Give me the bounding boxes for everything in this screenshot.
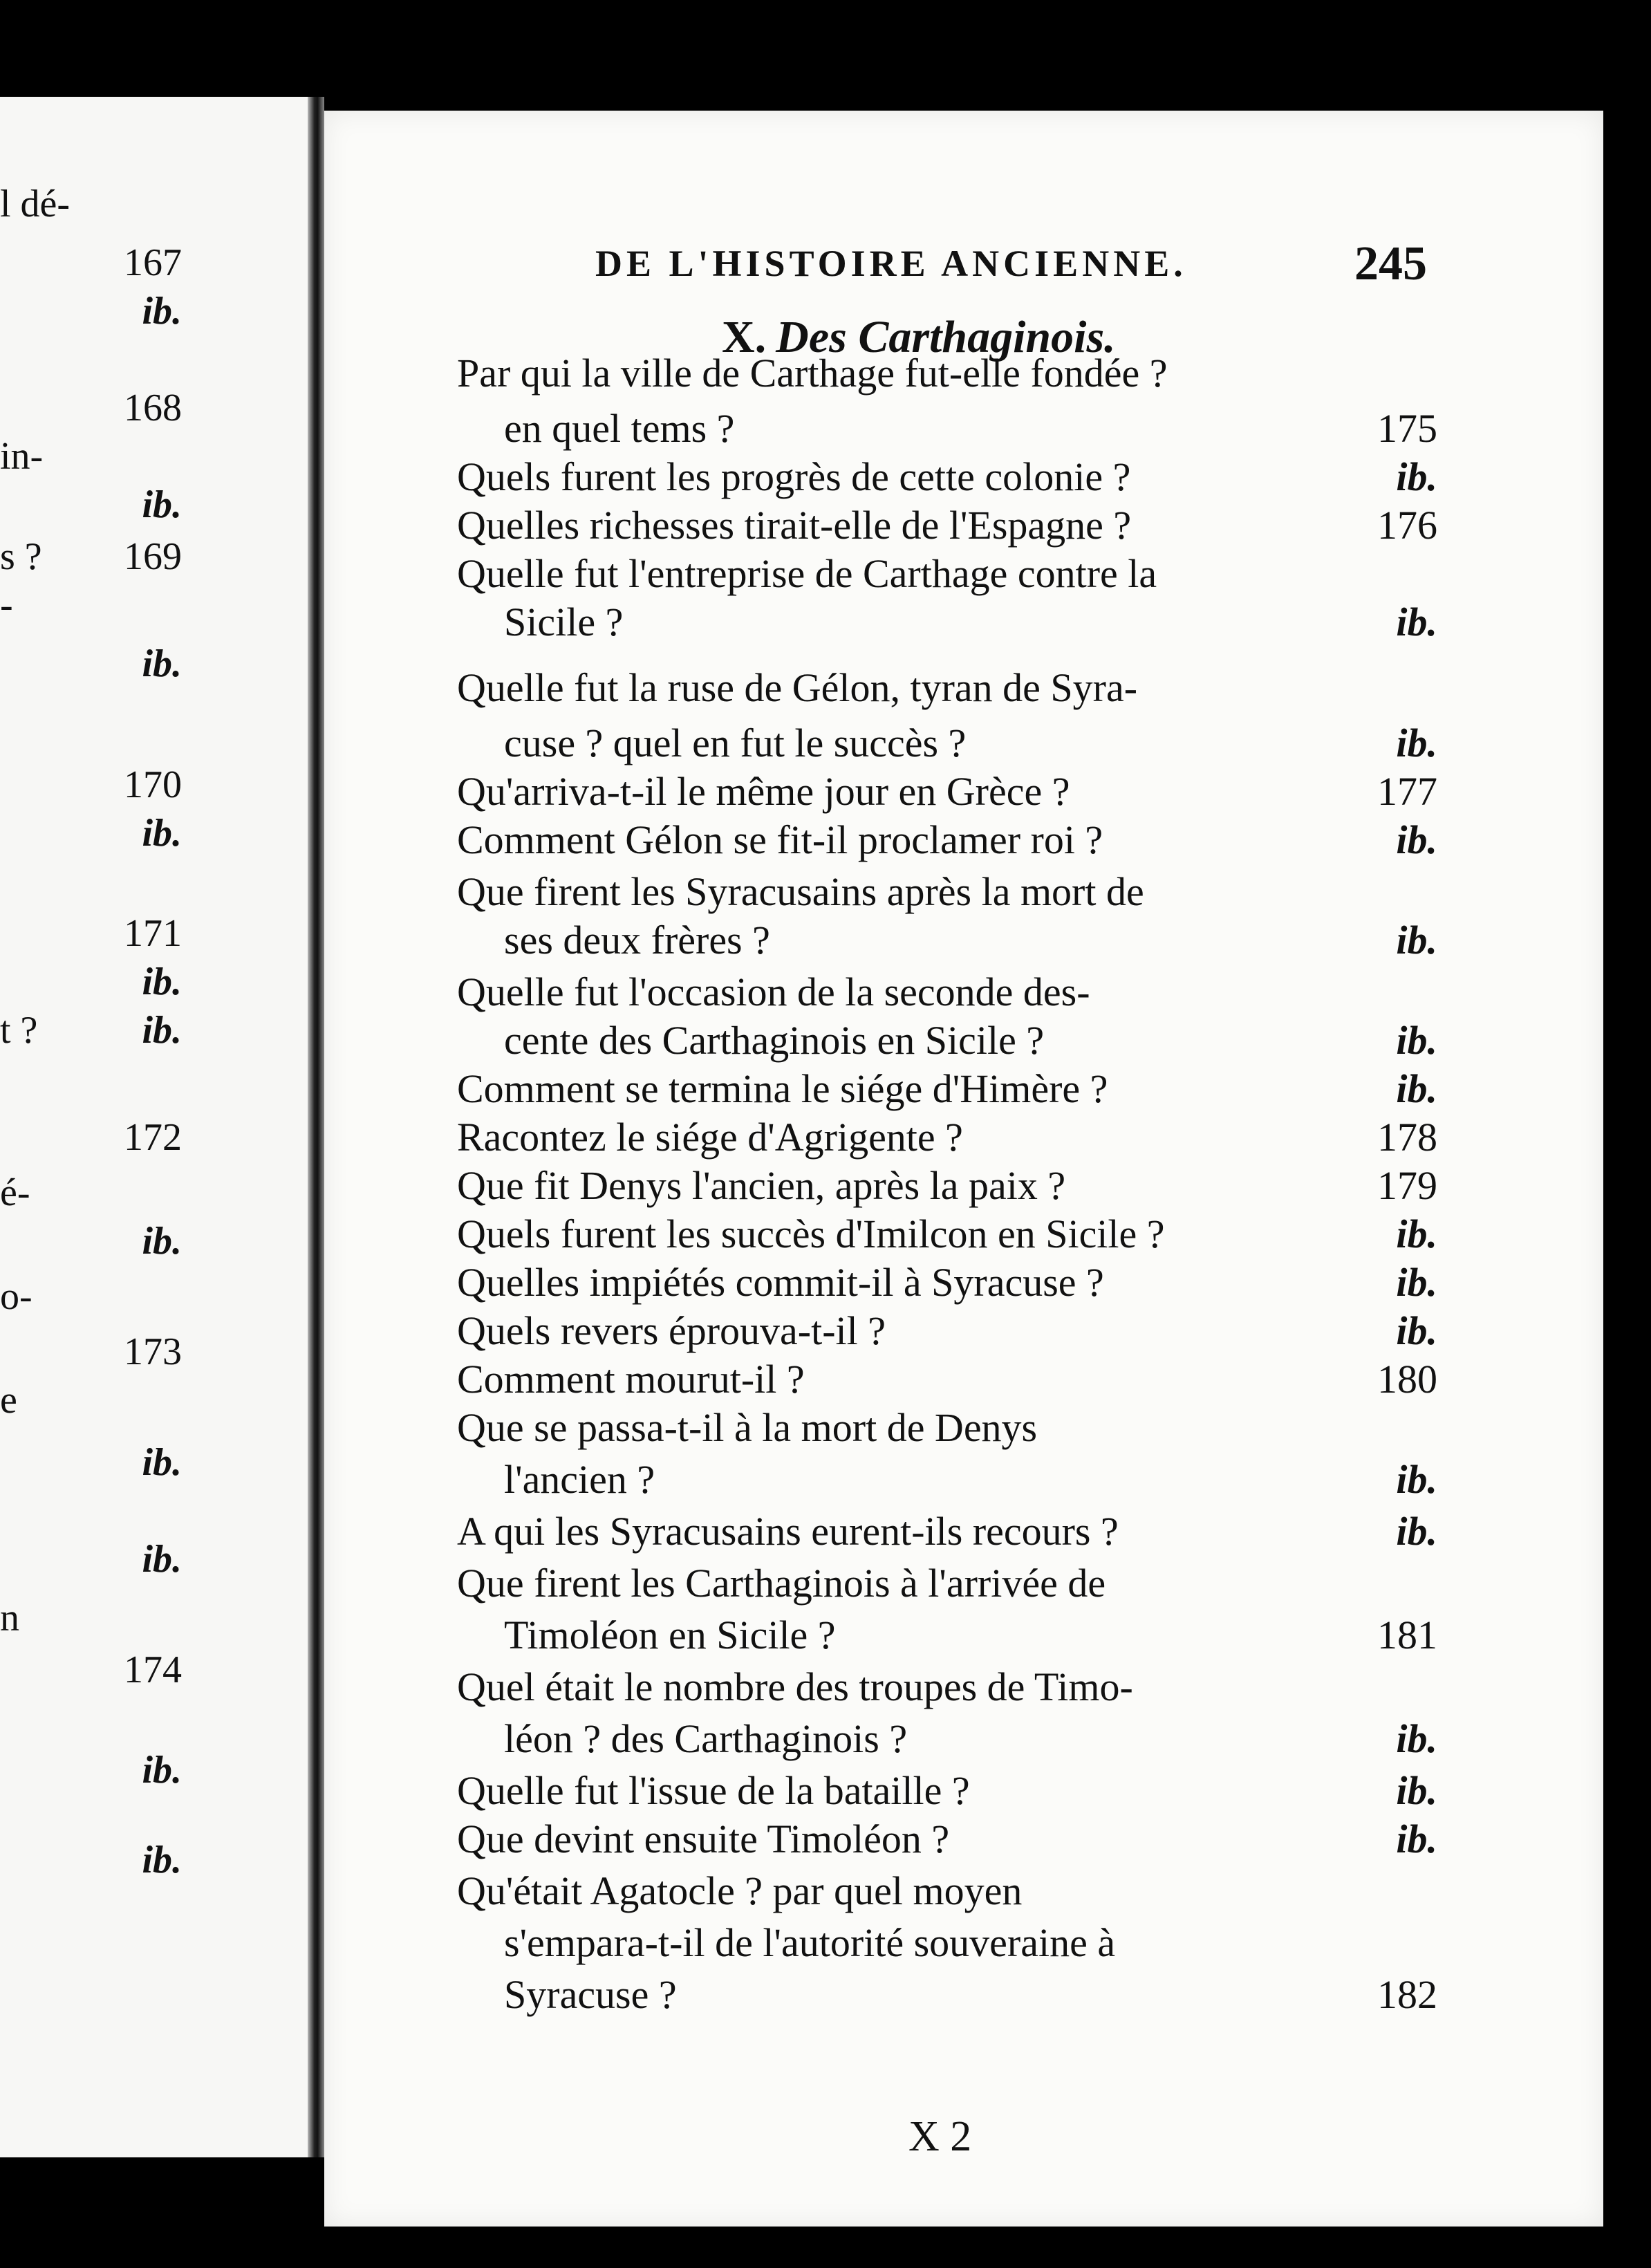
question-entry	[324, 1767, 1603, 1815]
left-page-fragment: e	[0, 1379, 17, 1422]
page-reference: ib.	[1396, 454, 1437, 499]
question-text: Quelle fut l'occasion de la seconde des-	[457, 969, 1090, 1014]
left-page-number: 169	[124, 535, 182, 578]
question-entry	[324, 1258, 1603, 1307]
left-page-number: ib.	[142, 812, 182, 855]
question-entry	[324, 405, 1603, 453]
left-page-number: ib.	[142, 642, 182, 685]
page-reference: ib.	[1396, 918, 1437, 963]
left-page-number: ib.	[142, 1441, 182, 1484]
page-reference: ib.	[1396, 1018, 1437, 1063]
question-text: Timoléon en Sicile ?	[504, 1612, 836, 1657]
left-page-fragment: t ?	[0, 1009, 38, 1052]
question-text: A qui les Syracusains eurent-ils recours ?	[457, 1509, 1119, 1554]
left-page-row	[0, 1597, 308, 1639]
question-text: Que se passa-t-il à la mort de Denys	[457, 1405, 1038, 1450]
running-title: DE L'HISTOIRE ANCIENNE.	[595, 243, 1187, 284]
left-page-number: 173	[124, 1330, 182, 1373]
question-text: Quelle fut la ruse de Gélon, tyran de Syra-	[457, 665, 1138, 710]
left-page-row	[0, 290, 308, 332]
page-reference: ib.	[1396, 1260, 1437, 1305]
left-page-fragment: é-	[0, 1171, 30, 1214]
left-page-row	[0, 1442, 308, 1483]
question-entry	[324, 719, 1603, 768]
question-entry	[324, 1663, 1603, 1711]
question-text: Qu'arriva-t-il le même jour en Grèce ?	[457, 769, 1070, 814]
left-page-number: ib.	[142, 1009, 182, 1052]
left-page-row	[0, 1172, 308, 1214]
question-text: cente des Carthaginois en Sicile ?	[504, 1018, 1045, 1063]
left-page-number: 168	[124, 387, 182, 429]
page-reference: ib.	[1396, 1509, 1437, 1554]
question-text: Par qui la ville de Carthage fut-elle fondée ?	[457, 351, 1168, 396]
left-page-row	[0, 484, 308, 526]
question-text: Que devint ensuite Timoléon ?	[457, 1816, 950, 1861]
page-reference: 175	[1377, 406, 1437, 451]
left-page-row	[0, 961, 308, 1003]
left-page-row	[0, 387, 308, 429]
left-page-number: 167	[124, 241, 182, 284]
left-page-number: ib.	[142, 290, 182, 333]
question-entry	[324, 664, 1603, 712]
left-page-row	[0, 536, 308, 577]
left-page-row	[0, 1331, 308, 1373]
question-text: léon ? des Carthaginois ?	[504, 1716, 908, 1761]
question-text: en quel tems ?	[504, 406, 735, 451]
left-page-number: 171	[124, 912, 182, 955]
left-page-row	[0, 1539, 308, 1580]
left-page-number: ib.	[142, 1749, 182, 1792]
question-entry	[324, 1559, 1603, 1608]
left-page-fragment: -	[0, 584, 13, 626]
left-page-row	[0, 584, 308, 626]
question-entry	[324, 1210, 1603, 1258]
page-reference: ib.	[1396, 1211, 1437, 1256]
left-page-fragment: o-	[0, 1275, 32, 1318]
question-entry	[324, 1113, 1603, 1162]
question-text: Quelles richesses tirait-elle de l'Espagne ?	[457, 503, 1132, 548]
left-page-number: ib.	[142, 1839, 182, 1881]
page-reference: 180	[1377, 1357, 1437, 1402]
page-reference: 176	[1377, 503, 1437, 548]
question-entry	[324, 868, 1603, 916]
page-reference: ib.	[1396, 1768, 1437, 1813]
question-entry	[324, 598, 1603, 647]
left-page-fragment: l dé-	[0, 183, 71, 225]
signature-mark: X 2	[908, 2113, 972, 2160]
question-entry	[324, 1016, 1603, 1065]
left-page-row	[0, 764, 308, 806]
question-entry	[324, 1162, 1603, 1210]
question-text: Quels furent les succès d'Imilcon en Sicile ?	[457, 1211, 1165, 1256]
question-text: Qu'était Agatocle ? par quel moyen	[457, 1868, 1023, 1913]
right-page	[324, 111, 1603, 2227]
left-page-fragment: s ?	[0, 535, 42, 578]
left-page-row	[0, 1649, 308, 1691]
page-reference: ib.	[1396, 1716, 1437, 1761]
left-page-number: 170	[124, 763, 182, 806]
question-text: Que firent les Carthaginois à l'arrivée de	[457, 1561, 1106, 1606]
left-page-number: 172	[124, 1116, 182, 1159]
left-page-number: 174	[124, 1648, 182, 1691]
question-text: Quels revers éprouva-t-il ?	[457, 1308, 886, 1353]
question-entry	[324, 1815, 1603, 1863]
left-page-fragment: in-	[0, 435, 44, 478]
page-reference: ib.	[1396, 1066, 1437, 1111]
question-text: Que firent les Syracusains après la mort de	[457, 869, 1144, 914]
question-entry	[324, 1065, 1603, 1113]
left-page-number: ib.	[142, 483, 182, 526]
question-text: cuse ? quel en fut le succès ?	[504, 721, 967, 765]
question-entry	[324, 916, 1603, 965]
question-entry	[324, 550, 1603, 598]
question-text: l'ancien ?	[504, 1457, 655, 1502]
page-number: 245	[1354, 237, 1427, 290]
left-page-row	[0, 1379, 308, 1421]
left-page-row	[0, 1839, 308, 1881]
question-entry	[324, 453, 1603, 501]
left-page-row	[0, 242, 308, 284]
question-text: Comment se termina le siége d'Himère ?	[457, 1066, 1108, 1111]
page-reference: 182	[1377, 1972, 1437, 2017]
question-text: Comment Gélon se fit-il proclamer roi ?	[457, 817, 1103, 862]
left-page-row	[0, 436, 308, 477]
question-entry	[324, 1355, 1603, 1404]
question-entry	[324, 349, 1603, 398]
page-reference: ib.	[1396, 599, 1437, 644]
page-reference: ib.	[1396, 817, 1437, 862]
question-entry	[324, 1456, 1603, 1504]
question-text: Quelles impiétés commit-il à Syracuse ?	[457, 1260, 1104, 1305]
page-reference: 179	[1377, 1163, 1437, 1208]
left-page-fragment: n	[0, 1597, 19, 1639]
question-entry	[324, 768, 1603, 816]
left-page-row	[0, 1010, 308, 1051]
book-gutter	[308, 97, 324, 2157]
question-entry	[324, 1867, 1603, 1915]
left-page-number: ib.	[142, 1538, 182, 1581]
question-text: Syracuse ?	[504, 1972, 677, 2017]
question-text: Que fit Denys l'ancien, après la paix ?	[457, 1163, 1066, 1208]
question-entry	[324, 1715, 1603, 1763]
section-title: Des Carthaginois.	[776, 312, 1116, 362]
question-text: Quelle fut l'issue de la bataille ?	[457, 1768, 970, 1813]
question-text: s'empara-t-il de l'autorité souveraine à	[504, 1920, 1116, 1965]
page-reference: ib.	[1396, 1308, 1437, 1353]
left-page-row	[0, 643, 308, 685]
question-entry	[324, 1919, 1603, 1967]
left-page-row	[0, 1276, 308, 1317]
left-page-row	[0, 1220, 308, 1262]
question-entry	[324, 1611, 1603, 1660]
left-page-row	[0, 1749, 308, 1791]
question-text: ses deux frères ?	[504, 918, 770, 963]
left-page	[0, 97, 308, 2157]
question-entry	[324, 501, 1603, 550]
left-page-row	[0, 913, 308, 954]
left-page-row	[0, 812, 308, 854]
page-reference: 178	[1377, 1115, 1437, 1160]
question-entry	[324, 816, 1603, 864]
question-entry	[324, 1404, 1603, 1452]
question-entry	[324, 1971, 1603, 2019]
page-reference: 181	[1377, 1612, 1437, 1657]
left-page-number: ib.	[142, 960, 182, 1003]
left-page-number: ib.	[142, 1220, 182, 1263]
question-text: Comment mourut-il ?	[457, 1357, 805, 1402]
question-text: Quelle fut l'entreprise de Carthage contre la	[457, 551, 1157, 596]
left-page-row	[0, 1117, 308, 1158]
question-list	[324, 111, 1603, 2227]
question-entry	[324, 1507, 1603, 1556]
question-text: Quel était le nombre des troupes de Timo-	[457, 1664, 1133, 1709]
question-entry	[324, 968, 1603, 1016]
page-reference: 177	[1377, 769, 1437, 814]
question-text: Sicile ?	[504, 599, 624, 644]
question-text: Quels furent les progrès de cette colonie ?	[457, 454, 1131, 499]
left-page-row	[0, 183, 308, 225]
page-reference: ib.	[1396, 1816, 1437, 1861]
section-number: X.	[722, 312, 767, 362]
page-reference: ib.	[1396, 1457, 1437, 1502]
question-entry	[324, 1307, 1603, 1355]
question-text: Racontez le siége d'Agrigente ?	[457, 1115, 963, 1160]
page-reference: ib.	[1396, 721, 1437, 765]
